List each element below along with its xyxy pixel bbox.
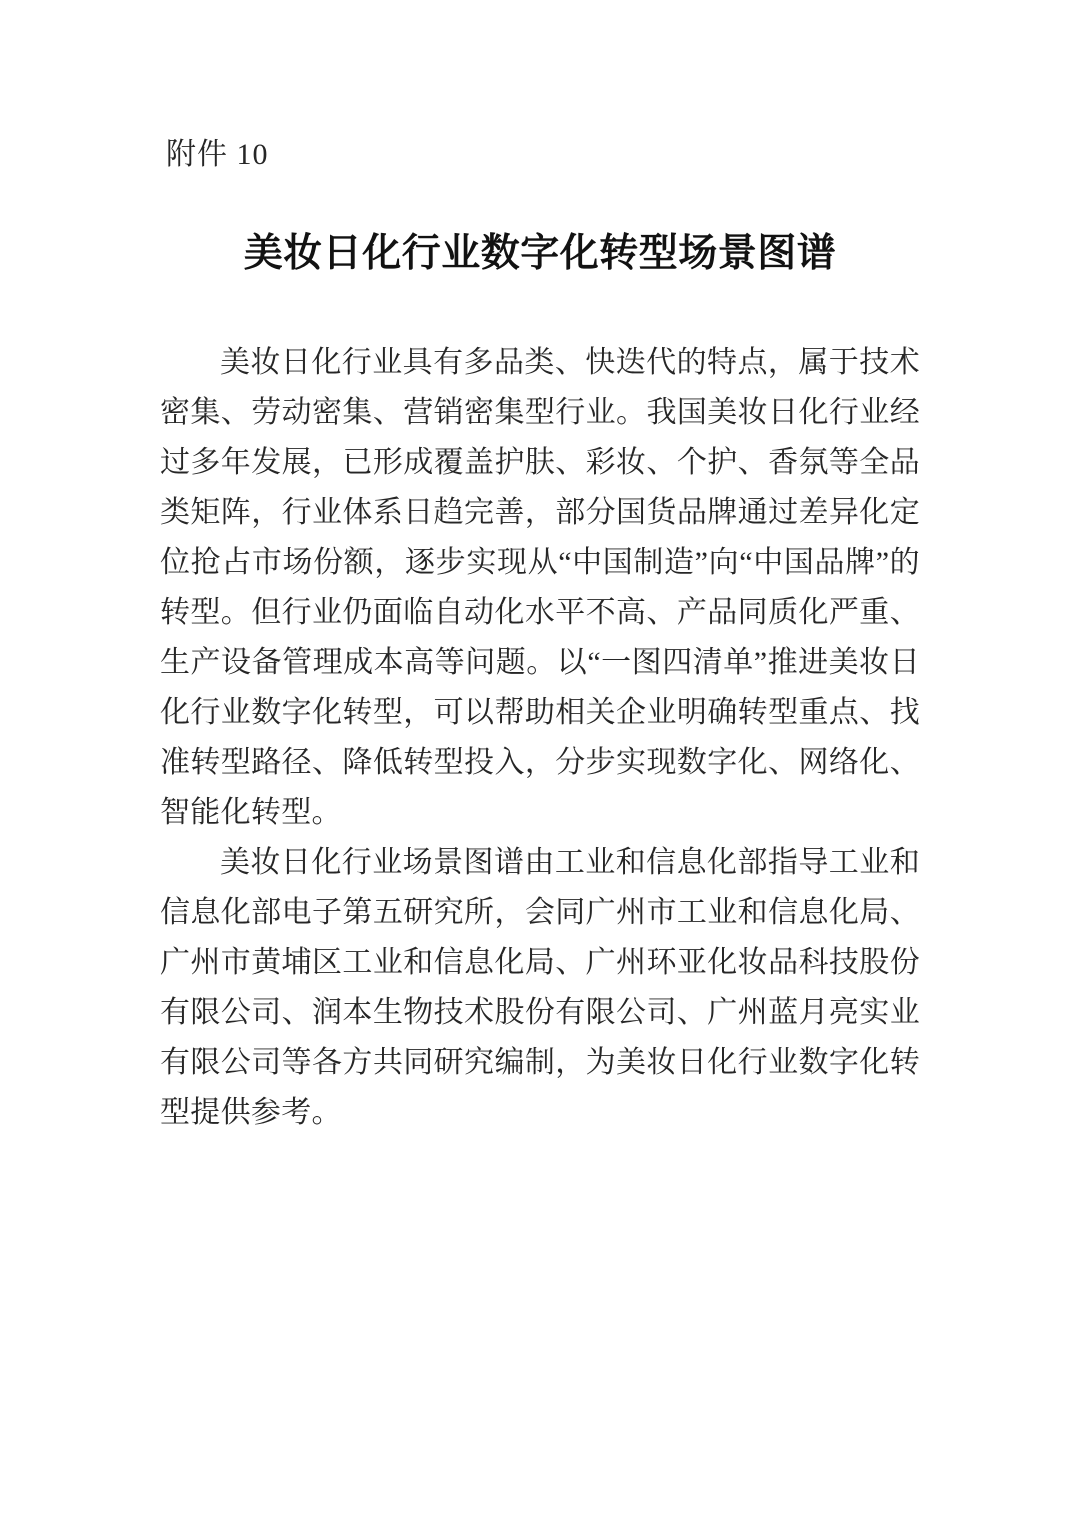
attachment-label: 附件 10 (166, 138, 269, 171)
document-title: 美妆日化行业数字化转型场景图谱 (243, 232, 837, 275)
paragraph-1: 美妆日化行业具有多品类、快迭代的特点，属于技术密集、劳动密集、营销密集型行业。我国美妆日化行业经过多年发展，已形成覆盖护肤、彩妆、个护、香氛等全品类矩阵，行业体系日趋完善，部分国货品牌通过差异化定位抢占市场份额，逐步实现从“中国制造”向“中国品牌”的转型。但行业仍面临自动化水平不高、产品同质化严重、生产设备管理成本高等问题。以“一图四清单”推进美妆日化行业数字化转型，可以帮助相关企业明确转型重点、找准转型路径、降低转型投入，分步实现数字化、网络化、智能化转型。 (160, 346, 920, 829)
document-body (160, 338, 920, 1138)
paragraph-2: 美妆日化行业场景图谱由工业和信息化部指导工业和信息化部电子第五研究所，会同广州市工业和信息化局、广州市黄埔区工业和信息化局、广州环亚化妆品科技股份有限公司、润本生物技术股份有限公司、广州蓝月亮实业有限公司等各方共同研究编制，为美妆日化行业数字化转型提供参考。 (160, 846, 920, 1129)
